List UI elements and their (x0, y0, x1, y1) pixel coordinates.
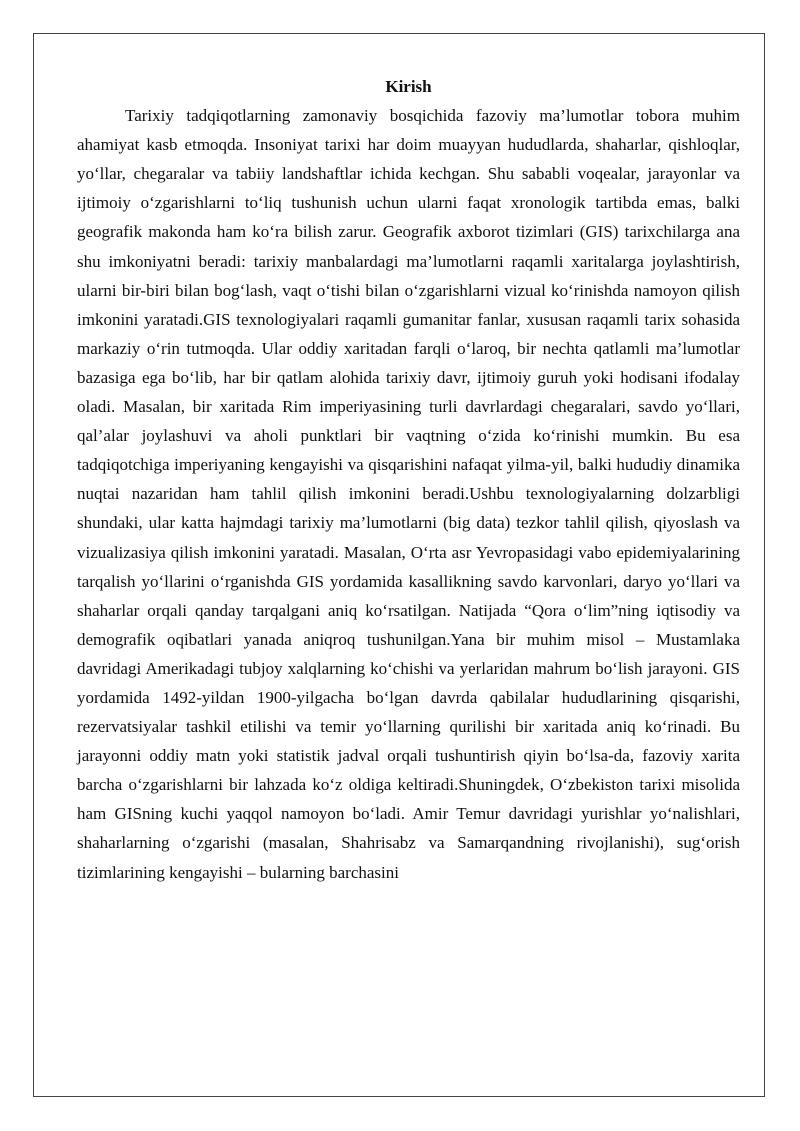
document-title: Kirish (385, 77, 432, 96)
document-body (77, 72, 740, 887)
body-paragraph: Tarixiy tadqiqotlarning zamonaviy bosqichida fazoviy ma’lumotlar tobora muhim ahamiyat kasb etmoqda. Insoniyat tarixi har doim muayyan hududlarda, shaharlar, qishloqlar, yo‘llar, chegaralar va tabiiy landshaftlar ichida kechgan. Shu sababli voqealar, jarayonlar va ijtimoiy o‘zgarishlarni to‘liq tushunish uchun ularni faqat xronologik tartibda emas, balki geografik makonda ham ko‘ra bilish zarur. Geografik axborot tizimlari (GIS) tarixchilarga ana shu imkoniyatni beradi: tarixiy manbalardagi ma’lumotlarni raqamli xaritalarga joylashtirish, ularni bir-biri bilan bog‘lash, vaqt o‘tishi bilan o‘zgarishlarni vizual ko‘rinishda namoyon qilish imkonini yaratadi.GIS texnologiyalari raqamli gumanitar fanlar, xususan raqamli tarix sohasida markaziy o‘rin tutmoqda. Ular oddiy xaritadan farqli o‘laroq, bir nechta qatlamli ma’lumotlar bazasiga ega bo‘lib, har bir qatlam alohida tarixiy davr, ijtimoiy guruh yoki hodisani ifodalay oladi. Masalan, bir xaritada Rim imperiyasining turli davrlardagi chegaralari, savdo yo‘llari, qal’alar joylashuvi va aholi punktlari bir vaqtning o‘zida ko‘rinishi mumkin. Bu esa tadqiqotchiga imperiyaning kengayishi va qisqarishini nafaqat yilma-yil, balki hududiy dinamika nuqtai nazaridan ham tahlil qilish imkonini beradi.Ushbu texnologiyalarning dolzarbligi shundaki, ular katta hajmdagi tarixiy ma’lumotlarni (big data) tezkor tahlil qilish, qiyoslash va vizualizasiya qilish imkonini yaratadi. Masalan, O‘rta asr Yevropasidagi vabo epidemiyalarining tarqalish yo‘llarini o‘rganishda GIS yordamida kasallikning savdo karvonlari, daryo yo‘llari va shaharlar orqali qanday tarqalgani aniq ko‘rsatilgan. Natijada “Qora o‘lim”ning iqtisodiy va demografik oqibatlari yanada aniqroq tushunilgan.Yana bir muhim misol – Mustamlaka davridagi Amerikadagi tubjoy xalqlarning ko‘chishi va yerlaridan mahrum bo‘lish jarayoni. GIS yordamida 1492-yildan 1900-yilgacha bo‘lgan davrda qabilalar hududlarining qisqarishi, rezervatsiyalar tashkil etilishi va temir yo‘llarning qurilishi bir xaritada aniq ko‘rinadi. Bu jarayonni oddiy matn yoki statistik jadval orqali tushuntirish qiyin bo‘lsa-da, fazoviy xarita barcha o‘zgarishlarni bir lahzada ko‘z oldiga keltiradi.Shuningdek, O‘zbekiston tarixi misolida ham GISning kuchi yaqqol namoyon bo‘ladi. Amir Temur davridagi yurishlar yo‘nalishlari, shaharlarning o‘zgarishi (masalan, Shahrisabz va Samarqandning rivojlanishi), sug‘orish tizimlarining kengayishi – bularning barchasini (77, 106, 740, 882)
